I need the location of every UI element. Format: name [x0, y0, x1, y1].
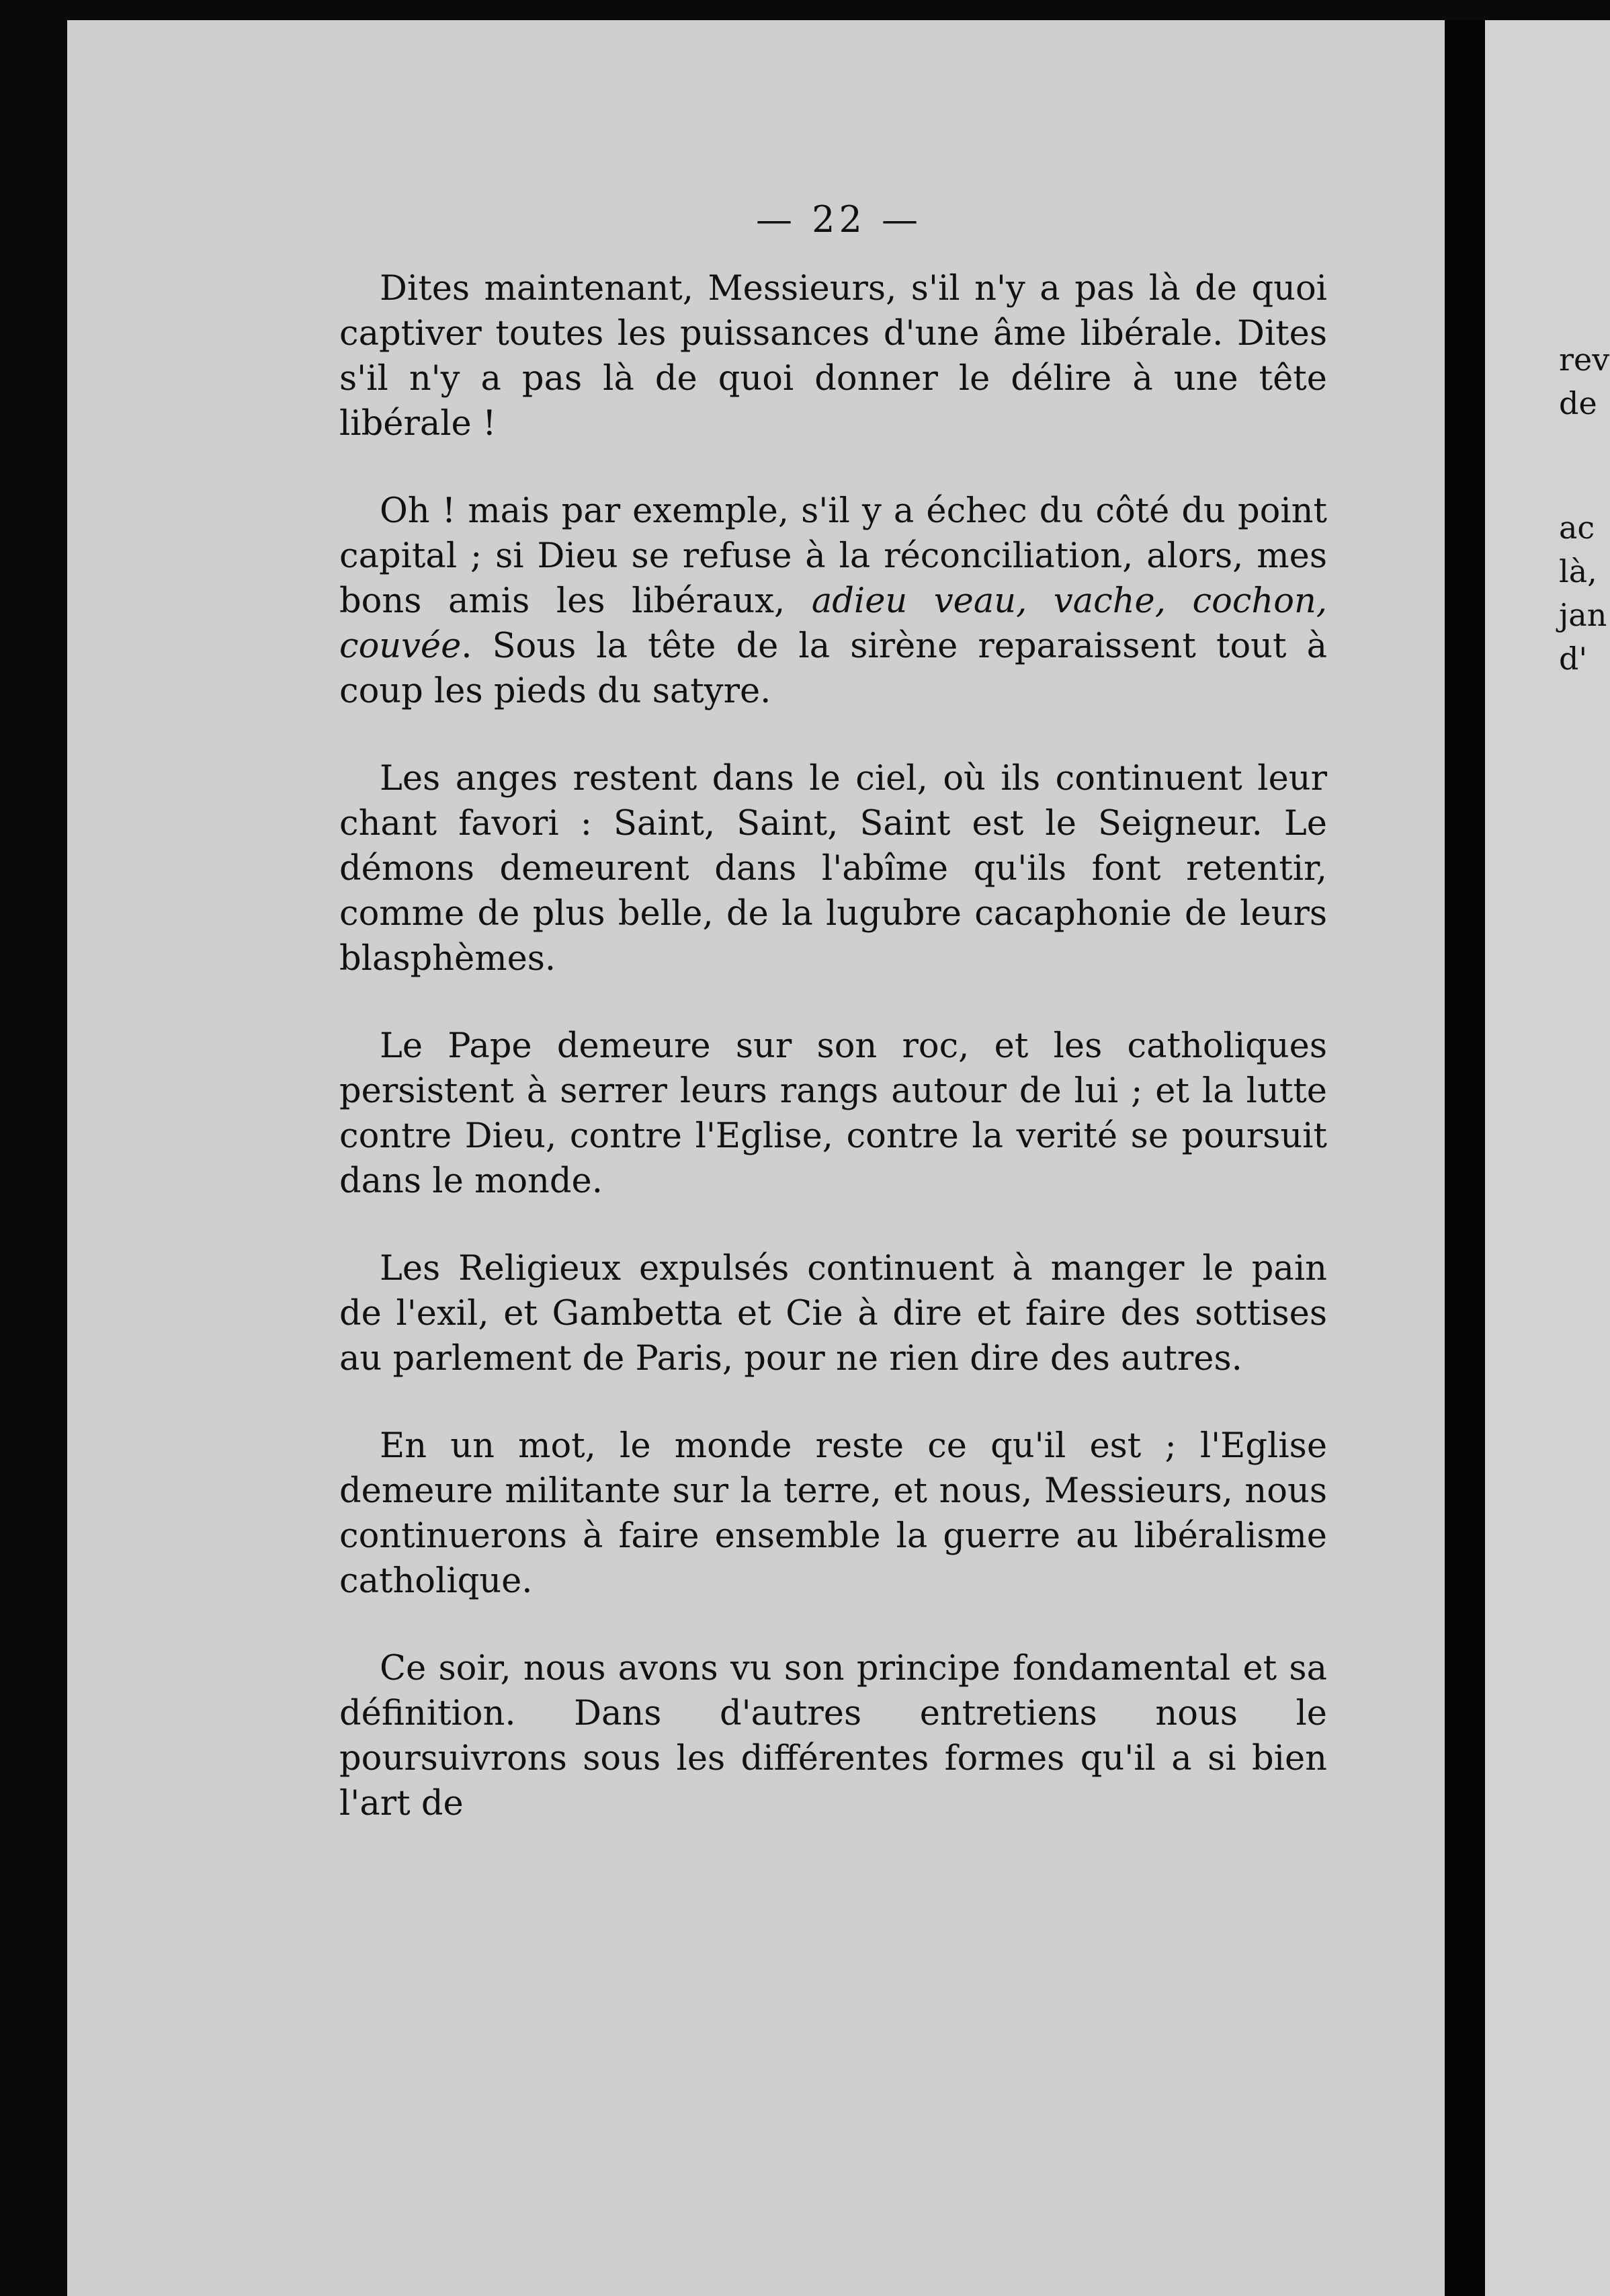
paragraph-4: Le Pape demeure sur son roc, et les catholiques persistent à serrer leurs rangs autour de lui ; et la lutte contre Dieu, contre l'Eglise, contre la verité se poursuit dans le monde.: [339, 1026, 1327, 1201]
body-text: [339, 266, 1327, 1869]
adjacent-line-3: ac: [1559, 509, 1595, 546]
paragraph-6: En un mot, le monde reste ce qu'il est ; l'Eglise demeure militante sur la terre, et nous, Messieurs, nous continuerons à faire ensemble la guerre au libéralisme catholique.: [339, 1426, 1327, 1601]
paragraph-1: Dites maintenant, Messieurs, s'il n'y a pas là de quoi captiver toutes les puissances d'une âme libérale. Dites s'il n'y a pas là de quoi donner le délire à une tête libérale !: [339, 269, 1327, 444]
adjacent-line-6: d': [1559, 641, 1588, 677]
paragraph-2-end: . Sous la tête de la sirène reparaissent tout à coup les pieds du satyre.: [339, 626, 1327, 711]
paragraph-2-italic: adieu veau, vache, cochon, couvée: [339, 581, 1327, 666]
paragraph-2-start: Oh ! mais par exemple, s'il y a échec du côté du point capital ; si Dieu se refuse à la réconciliation, alors, mes bons amis les libéraux,: [339, 491, 1327, 621]
adjacent-line-4: là,: [1559, 553, 1597, 589]
paragraph-3: Les anges restent dans le ciel, où ils continuent leur chant favori : Saint, Saint, Saint est le Seigneur. Le démons demeurent dans l'abîme qu'ils font retentir, comme de plus belle, de la lugubre cacaphonie de leurs blasphèmes.: [339, 759, 1327, 979]
page-number: — 22 —: [756, 198, 923, 241]
adjacent-line-5: jan: [1559, 597, 1607, 633]
paragraph-5: Les Religieux expulsés continuent à manger le pain de l'exil, et Gambetta et Cie à dire et faire des sottises au parlement de Paris, pour ne rien dire des autres.: [339, 1249, 1327, 1379]
adjacent-line-1: rev: [1559, 341, 1610, 378]
page-gutter: [1445, 20, 1485, 2296]
paragraph-2: [339, 489, 1327, 714]
adjacent-line-2: de: [1559, 385, 1597, 421]
paragraph-7: Ce soir, nous avons vu son principe fondamental et sa définition. Dans d'autres entretiens nous le poursuivrons sous les différentes formes qu'il a si bien l'art de: [339, 1649, 1327, 1823]
